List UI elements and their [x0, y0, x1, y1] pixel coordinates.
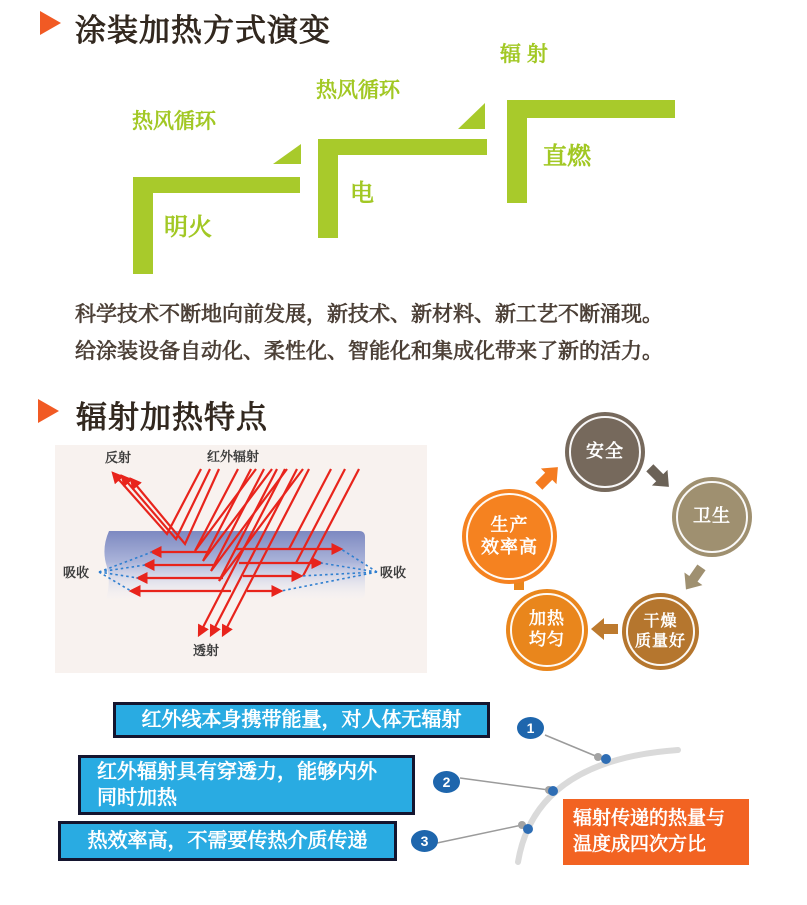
cycle-circle-productivity — [462, 489, 557, 584]
cycle-circle-dry-quality — [622, 593, 699, 670]
badge-number: 1 — [526, 720, 535, 736]
circle-label: 质量好 — [634, 632, 686, 650]
arrow-safe-to-hygiene-icon — [642, 460, 677, 495]
arrow-hygiene-to-dry-icon — [677, 561, 711, 596]
step3-inner-label: 直燃 — [543, 143, 591, 170]
step1-vertical-bar — [133, 177, 153, 274]
absorb-right-label: 吸收 — [380, 565, 407, 580]
step3-vertical-bar — [507, 100, 527, 203]
callout-number-badge-1 — [517, 717, 544, 739]
circle-label: 卫生 — [693, 506, 731, 527]
circle-label: 生产 — [490, 514, 529, 535]
section2-title: 辐射加热特点 — [76, 400, 268, 435]
callout-text: 红外辐射具有穿透力，能够内外 — [97, 761, 377, 783]
circle-ring — [676, 481, 748, 553]
step1-horizontal-bar — [133, 177, 300, 193]
badge-number: 3 — [420, 833, 429, 849]
circle-label: 加热 — [529, 609, 565, 629]
transmit-label: 透射 — [193, 643, 220, 658]
circle-label: 干燥 — [643, 612, 678, 630]
heating-evolution-diagram — [0, 0, 807, 290]
circle-ring — [626, 597, 695, 666]
step2-horizontal-bar — [318, 139, 487, 155]
bullet-triangle-icon — [38, 399, 59, 423]
callout-text: 热效率高，不需要传热介质传递 — [87, 830, 368, 852]
step-up-arrow-icon — [273, 144, 301, 164]
step2-top-label: 热风循环 — [316, 79, 400, 102]
step2-vertical-bar — [318, 139, 338, 238]
circle-ring — [466, 493, 553, 580]
step-up-arrow-icon — [458, 103, 485, 129]
infrared-radiation-diagram — [55, 445, 427, 673]
arrow-dry-to-even-icon — [591, 618, 618, 640]
step1-inner-label: 明火 — [164, 214, 212, 241]
circle-label: 安全 — [586, 441, 624, 462]
callout-box-2 — [78, 755, 415, 815]
intro-paragraph — [75, 296, 663, 370]
cycle-circle-safety — [565, 412, 645, 492]
step2-inner-label: 电 — [350, 180, 374, 207]
callout-text: 红外线本身携带能量，对人体无辐射 — [141, 709, 462, 731]
infrared-label: 红外辐射 — [207, 449, 260, 464]
callout-box-1 — [113, 702, 490, 738]
callout-text: 同时加热 — [97, 787, 177, 809]
cycle-circle-hygiene — [672, 477, 752, 557]
arrow-prod-to-safe-icon — [531, 459, 566, 494]
step3-top-label: 辐 射 — [500, 43, 548, 66]
callout-number-badge-3 — [411, 830, 438, 852]
step1-top-label: 热风循环 — [132, 110, 216, 133]
paragraph-line: 科学技术不断地向前发展，新技术、新材料、新工艺不断涌现。 — [75, 303, 663, 326]
circle-label: 均匀 — [529, 630, 565, 649]
circle-ring — [569, 416, 641, 488]
callout-number-badge-2 — [433, 771, 460, 793]
highlight-text: 温度成四次方比 — [573, 834, 707, 855]
circle-ring — [510, 593, 584, 667]
highlight-box — [563, 799, 749, 865]
section1-title: 涂装加热方式演变 — [75, 13, 331, 48]
reflect-label: 反射 — [105, 450, 132, 465]
circle-label: 效率高 — [481, 536, 538, 557]
infrared-diagram-graphic — [55, 445, 427, 673]
highlight-text: 辐射传递的热量与 — [573, 808, 726, 829]
badge-number: 2 — [442, 774, 451, 790]
paragraph-line: 给涂装设备自动化、柔性化、智能化和集成化带来了新的活力。 — [75, 340, 663, 363]
callout-box-3 — [58, 821, 397, 861]
absorb-left-label: 吸收 — [63, 565, 90, 580]
cycle-circle-even-heating — [506, 589, 588, 671]
step3-horizontal-bar — [507, 100, 675, 118]
